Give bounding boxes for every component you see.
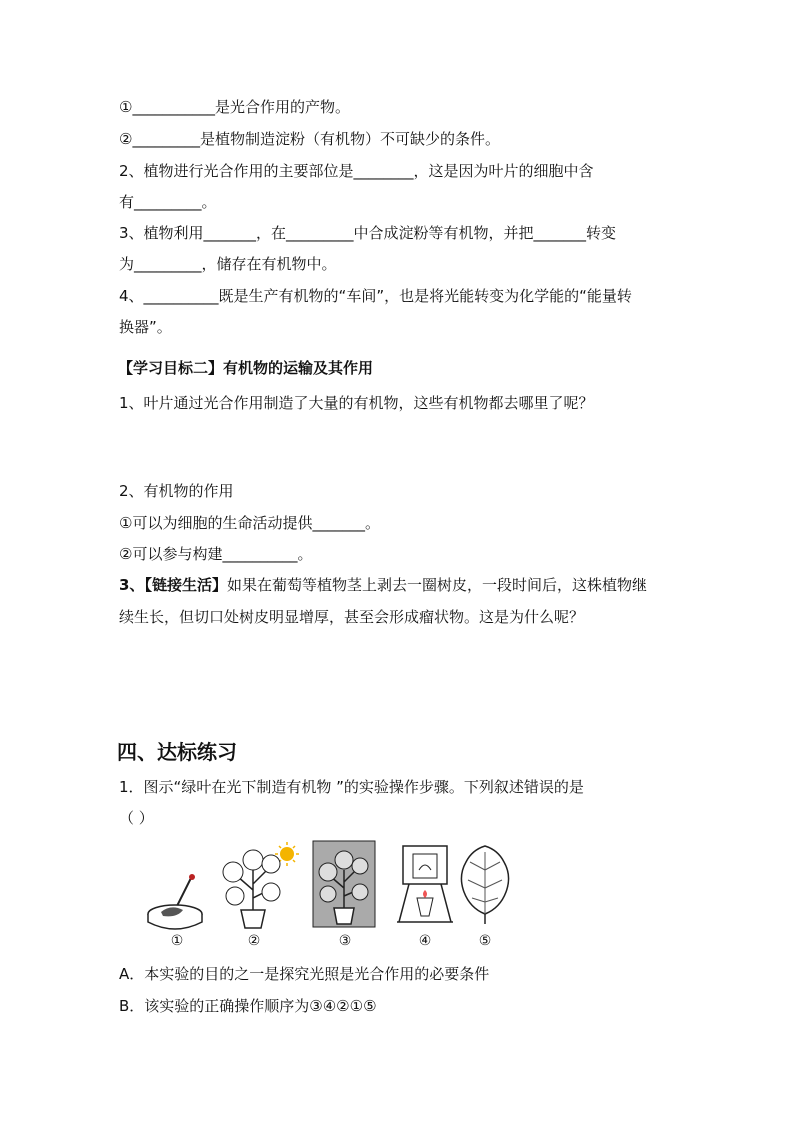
question-3-tag: 【链接生活】 bbox=[144, 576, 227, 594]
question-2: 2、有机物的作用 bbox=[119, 482, 234, 500]
question-2b: ②可以参与构建__________。 bbox=[119, 545, 313, 563]
option-b: B．该实验的正确操作顺序为③④②①⑤ bbox=[119, 997, 377, 1015]
figure-label-1: ① bbox=[170, 933, 184, 949]
text-line-2: ②_________是植物制造淀粉（有机物）不可缺少的条件。 bbox=[119, 130, 500, 148]
leaf-illustration bbox=[458, 840, 512, 930]
section-heading-goal2: 【学习目标二】有机物的运输及其作用 bbox=[118, 359, 374, 377]
option-a: A．本实验的目的之一是探究光照是光合作用的必要条件 bbox=[119, 965, 490, 983]
question-3-line1 bbox=[119, 575, 647, 595]
question-3-text1: 如果在葡萄等植物茎上剥去一圈树皮，一段时间后，这株植物继 bbox=[226, 576, 647, 594]
text-line-4: 有_________。 bbox=[119, 193, 217, 211]
figure-label-5: ⑤ bbox=[478, 933, 492, 949]
text-line-1: ①___________是光合作用的产物。 bbox=[119, 98, 350, 116]
text-line-3: 2、植物进行光合作用的主要部位是________，这是因为叶片的细胞中含 bbox=[119, 162, 594, 180]
water-bath-illustration bbox=[395, 840, 455, 932]
practice-q1-line2: （ ） bbox=[119, 809, 154, 827]
question-2a: ①可以为细胞的生命活动提供_______。 bbox=[119, 514, 380, 532]
text-line-7: 4、__________既是生产有机物的“车间”，也是将光能转变为化学能的“能量转 bbox=[119, 287, 632, 305]
figure-label-2: ② bbox=[247, 933, 261, 949]
question-1: 1、叶片通过光合作用制造了大量的有机物，这些有机物都去哪里了呢？ bbox=[119, 394, 594, 412]
petri-dish-illustration bbox=[145, 840, 209, 930]
question-3-line2: 续生长，但切口处树皮明显增厚，甚至会形成瘤状物。这是为什么呢？ bbox=[119, 608, 585, 626]
plant-in-sun-illustration bbox=[215, 840, 305, 932]
experiment-figure bbox=[140, 840, 520, 960]
figure-label-4: ④ bbox=[418, 933, 432, 949]
text-line-6: 为_________，储存在有机物中。 bbox=[119, 255, 337, 273]
question-3-prefix: 3、 bbox=[119, 576, 145, 594]
section-heading-practice: 四、达标练习 bbox=[117, 740, 237, 764]
text-line-8: 换器”。 bbox=[119, 318, 172, 336]
figure-label-3: ③ bbox=[338, 933, 352, 949]
plant-in-dark-illustration bbox=[312, 840, 378, 930]
practice-q1-line1: 1．图示“绿叶在光下制造有机物 ”的实验操作步骤。下列叙述错误的是 bbox=[119, 778, 584, 796]
text-line-5: 3、植物利用_______，在_________中合成淀粉等有机物，并把_______转变 bbox=[119, 224, 617, 242]
